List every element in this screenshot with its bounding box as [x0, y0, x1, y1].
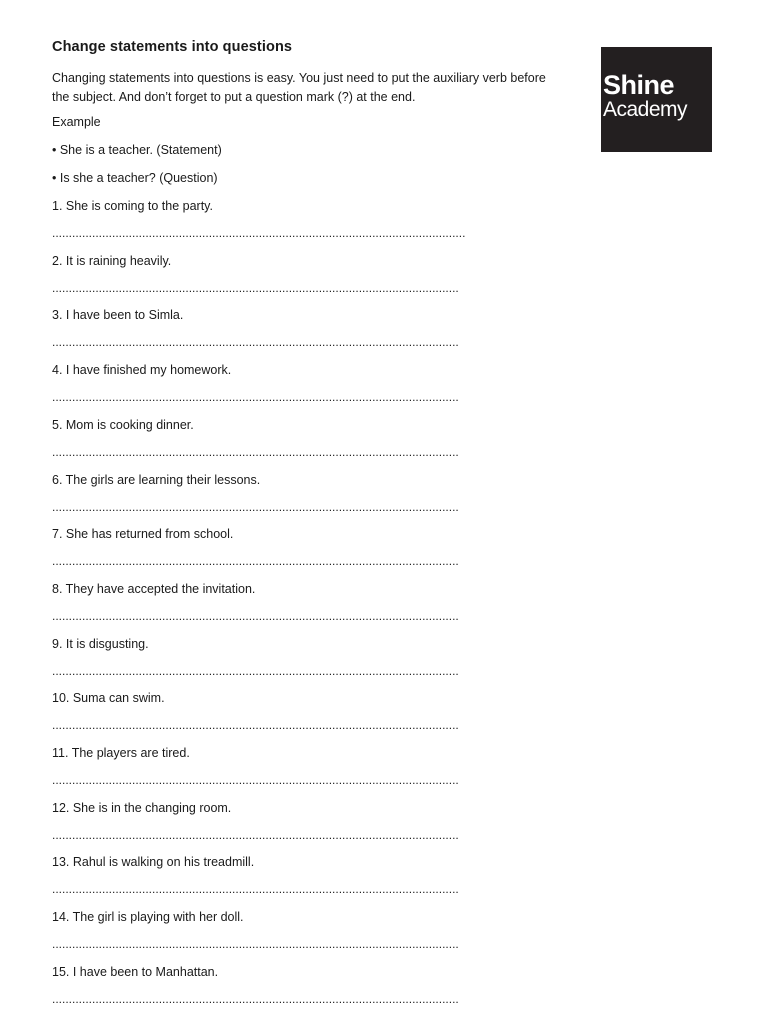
question-item — [52, 581, 492, 623]
question-text: 15. I have been to Manhattan. — [52, 964, 219, 979]
logo-text-shine: Shine — [603, 70, 675, 100]
answer-line[interactable]: .......................................................................................................................... — [52, 444, 459, 459]
answer-line[interactable]: .......................................................................................................................... — [52, 718, 459, 733]
question-item — [52, 800, 492, 842]
answer-line[interactable]: .......................................................................................................................... — [52, 937, 459, 952]
question-text: 9. It is disgusting. — [52, 636, 149, 651]
question-text: 14. The girl is playing with her doll. — [52, 910, 244, 925]
question-item — [52, 417, 492, 459]
answer-line[interactable]: .......................................................................................................................... — [52, 390, 459, 405]
page-title: Change statements into questions — [52, 39, 293, 55]
question-item — [52, 745, 492, 787]
intro-line-2: the subject. And don’t forget to put a question mark (?) at the end. — [52, 90, 416, 104]
answer-line[interactable]: .......................................................................................................................... — [52, 991, 459, 1006]
example-statement: • She is a teacher. (Statement) — [52, 143, 222, 157]
example-label: Example — [52, 115, 101, 129]
question-item — [52, 198, 492, 240]
answer-line[interactable]: .......................................................................................................................... — [52, 663, 459, 678]
answer-line[interactable]: .......................................................................................................................... — [52, 827, 459, 842]
question-item — [52, 909, 492, 951]
question-text: 5. Mom is cooking dinner. — [52, 417, 194, 432]
logo-text-academy: Academy — [603, 98, 688, 121]
answer-line[interactable]: .......................................................................................................................... — [52, 499, 459, 514]
question-text: 11. The players are tired. — [52, 746, 190, 760]
question-text: 7. She has returned from school. — [52, 527, 234, 542]
intro-paragraph — [52, 69, 592, 107]
question-item — [52, 964, 492, 1006]
question-item — [52, 526, 492, 568]
answer-line[interactable]: .......................................................................................................................... — [52, 280, 459, 295]
answer-line[interactable]: .......................................................................................................................... — [52, 554, 459, 569]
intro-line-1: Changing statements into questions is easy. You just need to put the auxiliary verb before — [52, 71, 546, 85]
question-text: 3. I have been to Simla. — [52, 308, 184, 323]
question-text: 12. She is in the changing room. — [52, 800, 232, 815]
example-question: • Is she a teacher? (Question) — [52, 171, 218, 185]
answer-line[interactable]: .......................................................................................................................... — [52, 335, 459, 350]
question-item — [52, 253, 492, 295]
question-item — [52, 690, 492, 732]
question-item — [52, 362, 492, 404]
question-text: 13. Rahul is walking on his treadmill. — [52, 855, 255, 870]
question-text: 1. She is coming to the party. — [52, 199, 213, 213]
question-text: 4. I have finished my homework. — [52, 363, 232, 378]
question-item — [52, 636, 492, 678]
answer-line[interactable]: .......................................................................................................................... — [52, 882, 459, 897]
answer-line[interactable]: ............................................................................................................................ — [52, 226, 466, 240]
shine-academy-logo — [601, 47, 712, 152]
question-text: 2. It is raining heavily. — [52, 253, 172, 268]
question-item — [52, 307, 492, 349]
answer-line[interactable]: .......................................................................................................................... — [52, 608, 459, 623]
question-text: 8. They have accepted the invitation. — [52, 581, 256, 596]
question-text: 10. Suma can swim. — [52, 691, 165, 706]
question-item — [52, 854, 492, 896]
question-text: 6. The girls are learning their lessons. — [52, 472, 261, 487]
answer-line[interactable]: .......................................................................................................................... — [52, 773, 459, 787]
question-item — [52, 472, 492, 514]
